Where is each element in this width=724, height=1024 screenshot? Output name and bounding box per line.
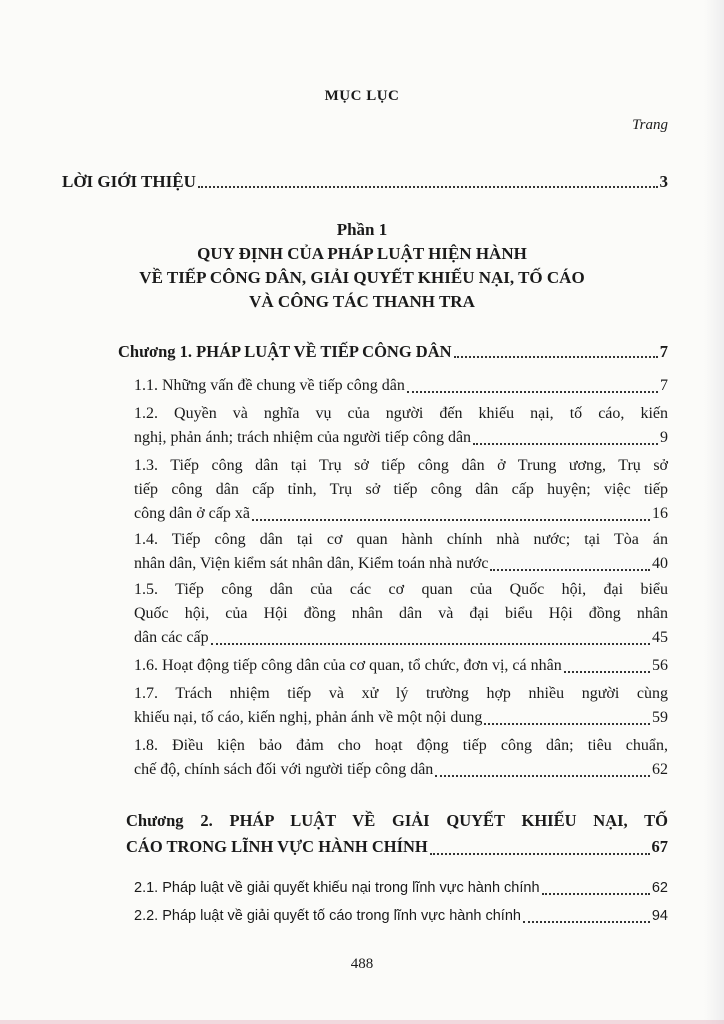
dot-leader (252, 519, 650, 521)
toc-entry-1-8[interactable] (134, 734, 668, 782)
toc-entry-text: khiếu nại, tố cáo, kiến nghị, phản ánh về một nội dung (134, 709, 483, 726)
toc-entry-text: 1.5. Tiếp công dân của các cơ quan của Quốc hội, đại biểu (134, 581, 668, 598)
toc-entry-1-6[interactable] (134, 654, 668, 678)
dot-leader (490, 569, 650, 571)
part-title-line: VÀ CÔNG TÁC THANH TRA (249, 292, 475, 311)
toc-entry-text: công dân ở cấp xã (134, 505, 250, 522)
toc-entry-label: LỜI GIỚI THIỆU (62, 172, 196, 191)
toc-entry-1-1[interactable] (134, 374, 668, 398)
toc-entry-text: 1.1. Những vấn đề chung về tiếp công dân (134, 377, 405, 394)
toc-entry-text: 1.4. Tiếp công dân tại cơ quan hành chính nhà nước; tại Tòa án (134, 531, 668, 548)
toc-entry-1-7[interactable] (134, 682, 668, 730)
toc-page-number: 56 (652, 657, 668, 674)
page-title: MỤC LỤC (324, 88, 400, 104)
toc-entry-1-5[interactable] (134, 578, 668, 650)
toc-page-number: 40 (652, 555, 668, 572)
toc-entry-text: nhân dân, Viện kiểm sát nhân dân, Kiểm toán nhà nước (134, 555, 489, 572)
toc-entry-text: 1.3. Tiếp công dân tại Trụ sở tiếp công dân ở Trung ương, Trụ sở (134, 457, 668, 474)
toc-chapter-label: Chương 1. PHÁP LUẬT VỀ TIẾP CÔNG DÂN (118, 342, 452, 361)
toc-chapter-2[interactable] (126, 808, 668, 860)
dot-leader (211, 643, 650, 645)
toc-entry-2-2[interactable] (134, 904, 668, 928)
dot-leader (430, 853, 650, 855)
dot-leader (435, 775, 650, 777)
toc-chapter-label: CÁO TRONG LĨNH VỰC HÀNH CHÍNH (126, 837, 428, 856)
toc-entry-text: 1.8. Điều kiện bảo đảm cho hoạt động tiếp công dân; tiêu chuẩn, (134, 737, 668, 754)
toc-page-number: 9 (660, 429, 668, 446)
page-edge-shadow (704, 0, 724, 1024)
toc-entry-text: 1.7. Trách nhiệm tiếp và xử lý trường hợp nhiều người cùng (134, 685, 668, 702)
toc-entry-text: tiếp công dân cấp tỉnh, Trụ sở tiếp công dân cấp huyện; việc tiếp (134, 481, 668, 498)
toc-chapter-label: Chương 2. PHÁP LUẬT VỀ GIẢI QUYẾT KHIẾU NẠI, TỐ (126, 811, 668, 830)
toc-entry-text: 1.6. Hoạt động tiếp công dân của cơ quan, tổ chức, đơn vị, cá nhân (134, 657, 562, 674)
dot-leader (484, 723, 650, 725)
toc-page-number: 62 (651, 880, 668, 896)
toc-entry-text: dân các cấp (134, 629, 209, 646)
toc-entry-1-3[interactable] (134, 454, 668, 526)
toc-page-number: 7 (660, 377, 668, 394)
footer-page-number: 488 (350, 956, 374, 972)
toc-entry-1-4[interactable] (134, 528, 668, 576)
page-edge-strip (0, 1020, 724, 1024)
toc-page-number: 59 (652, 709, 668, 726)
dot-leader (523, 921, 650, 923)
toc-page-number: 16 (652, 505, 668, 522)
dot-leader (564, 671, 650, 673)
toc-entry-text: chế độ, chính sách đối với người tiếp công dân (134, 761, 434, 778)
dot-leader (407, 391, 658, 393)
toc-page-number: 7 (659, 342, 668, 361)
part-title-line: QUY ĐỊNH CỦA PHÁP LUẬT HIỆN HÀNH (197, 244, 527, 263)
toc-page-number: 3 (659, 172, 668, 191)
toc-chapter-1[interactable] (118, 342, 668, 362)
toc-entry-text: 2.2. Pháp luật về giải quyết tố cáo trong lĩnh vực hành chính (134, 908, 521, 924)
part-number: Phần 1 (336, 220, 388, 239)
toc-page-number: 62 (652, 761, 668, 778)
dot-leader (454, 356, 658, 358)
page-column-label: Trang (632, 117, 668, 133)
toc-entry-text: 1.2. Quyền và nghĩa vụ của người đến khiếu nại, tố cáo, kiến (134, 405, 668, 422)
dot-leader (198, 186, 658, 188)
toc-entry-1-2[interactable] (134, 402, 668, 450)
toc-page-number: 45 (652, 629, 668, 646)
dot-leader (473, 443, 658, 445)
dot-leader (542, 893, 650, 895)
toc-entry-2-1[interactable] (134, 876, 668, 900)
toc-entry-intro[interactable] (62, 172, 668, 192)
toc-entry-text: 2.1. Pháp luật về giải quyết khiếu nại trong lĩnh vực hành chính (134, 880, 540, 896)
toc-page-number: 94 (651, 908, 668, 924)
toc-entry-text: nghị, phản ánh; trách nhiệm của người tiếp công dân (134, 429, 472, 446)
part-title-line: VỀ TIẾP CÔNG DÂN, GIẢI QUYẾT KHIẾU NẠI, TỐ CÁO (139, 268, 585, 287)
toc-page-number: 67 (651, 837, 668, 856)
toc-entry-text: Quốc hội, của Hội đồng nhân dân và đại biểu Hội đồng nhân (134, 605, 668, 622)
